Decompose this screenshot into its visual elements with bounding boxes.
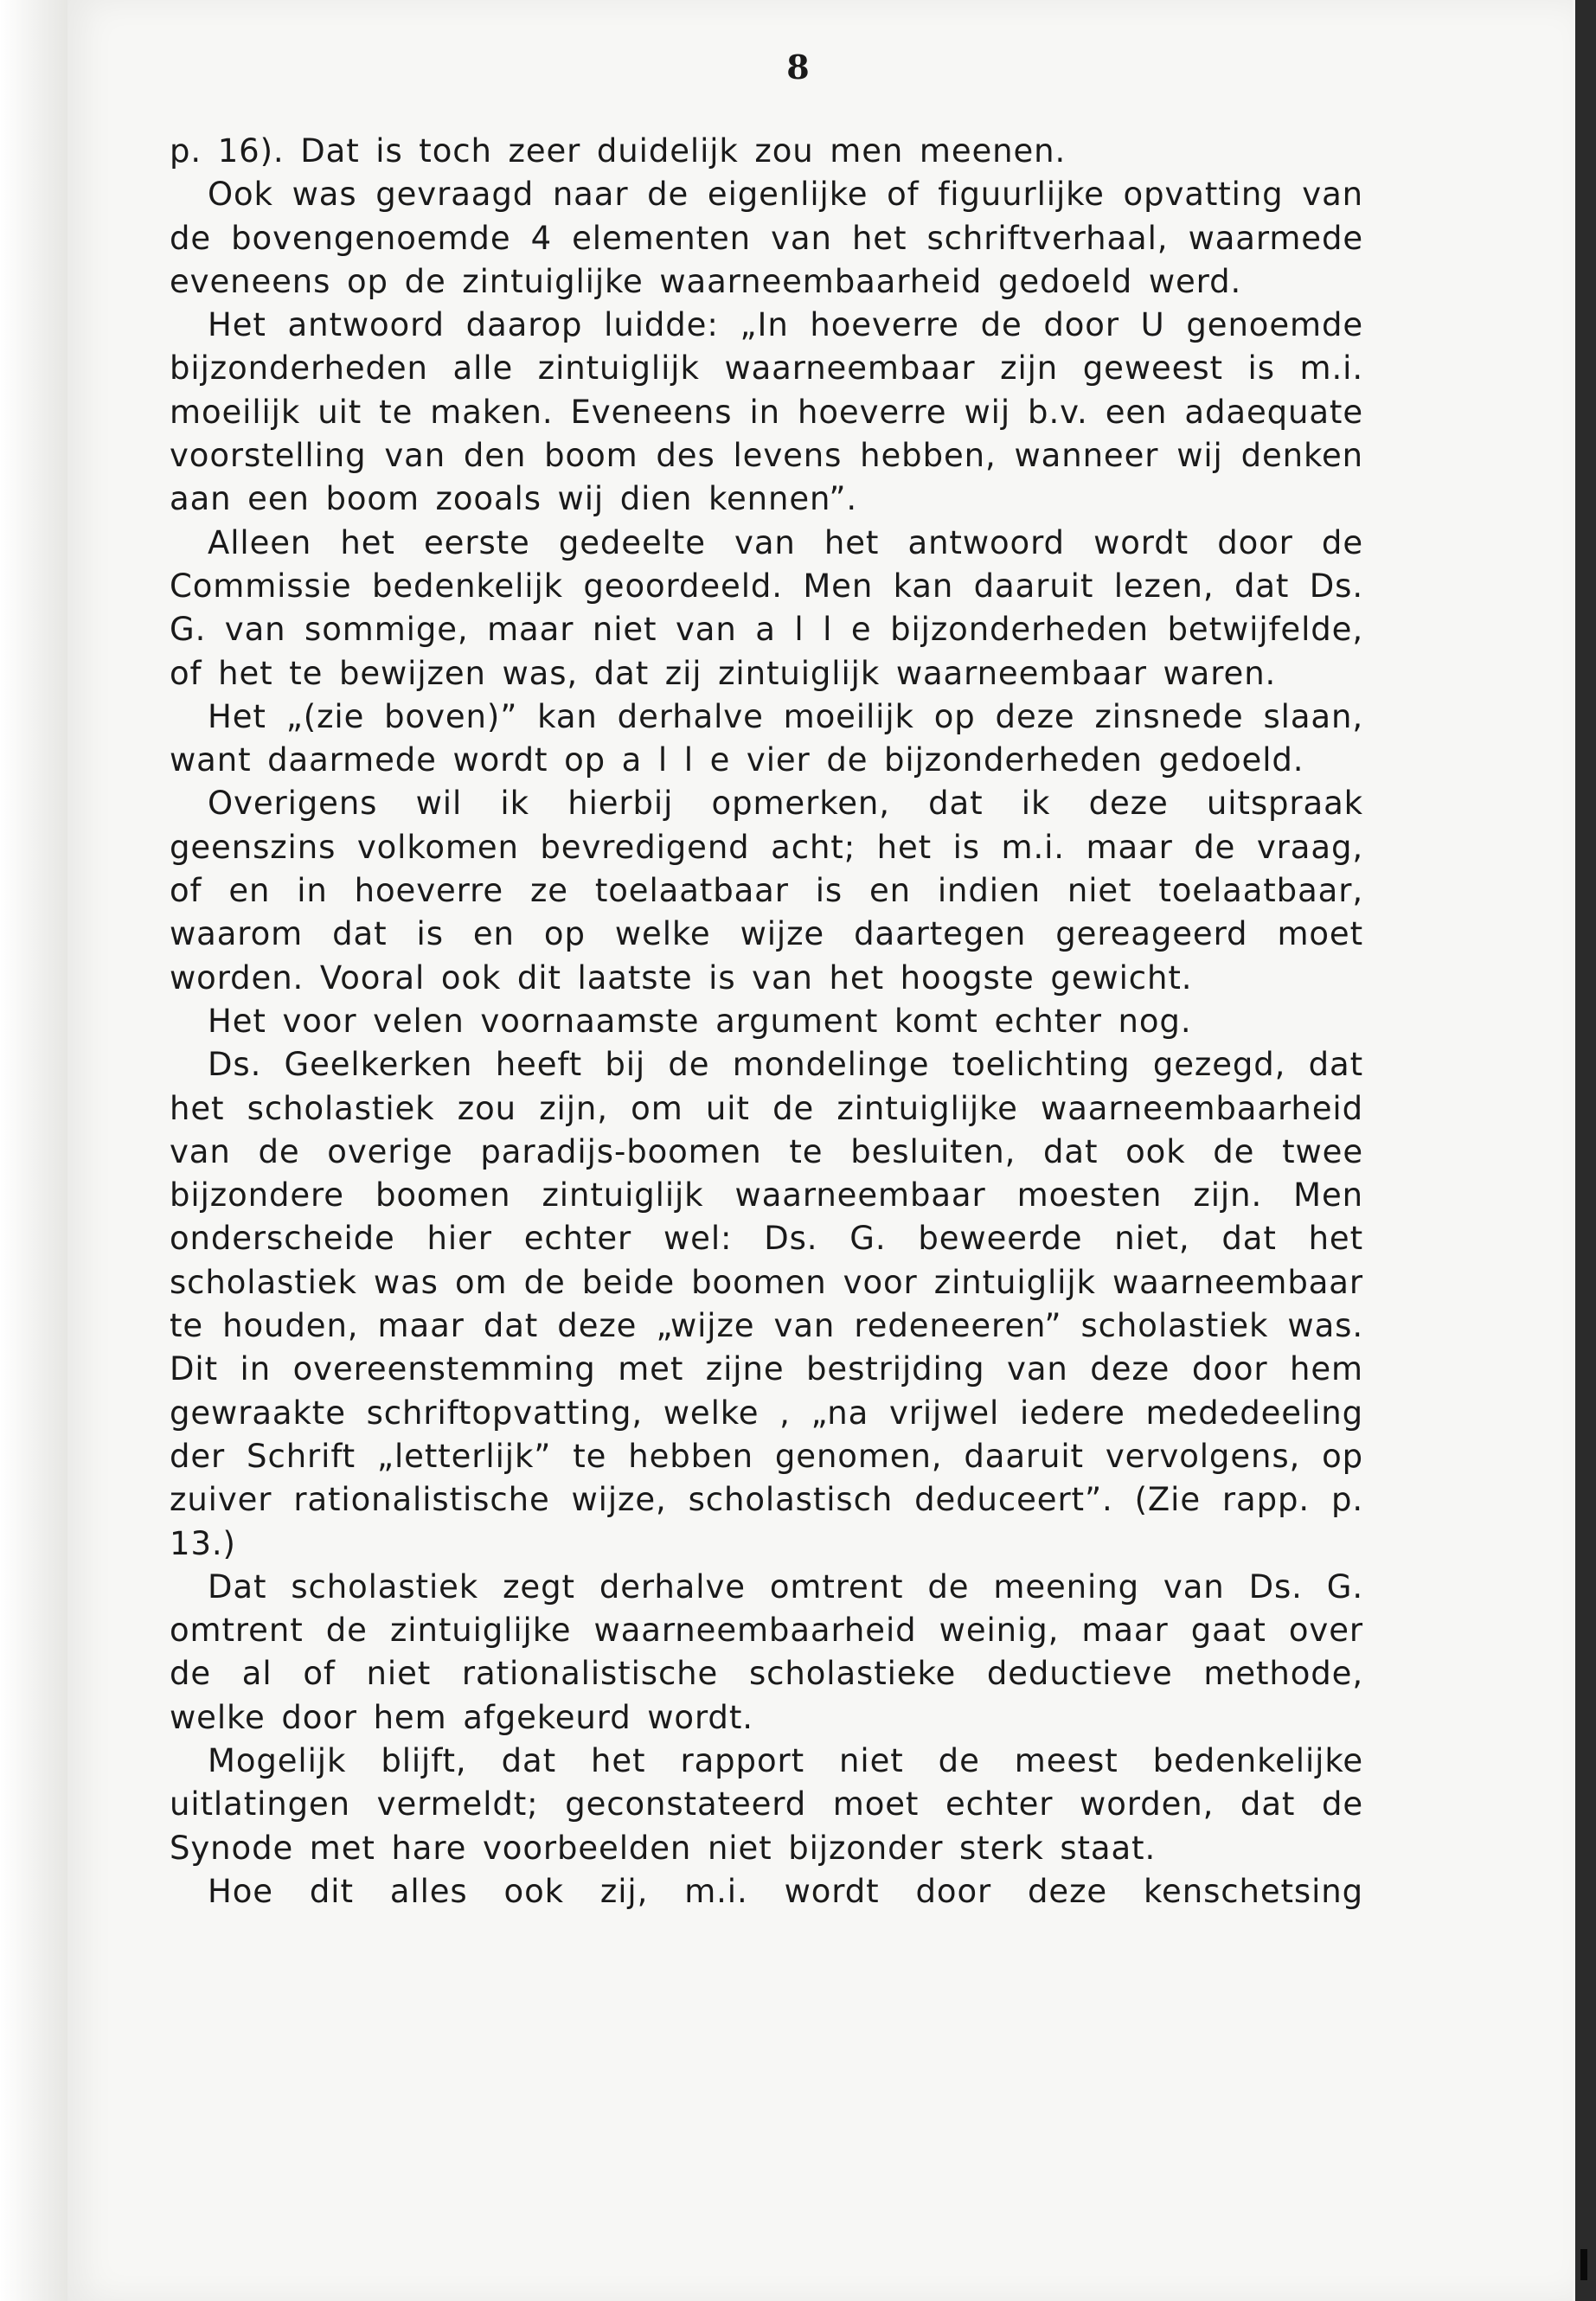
paragraph-11: Hoe dit alles ook zij, m.i. wordt door deze kenschetsing: [208, 1872, 1363, 1910]
paragraph-3: Het antwoord daarop luidde: „In hoeverre de door U genoemde bijzonderheden alle zintuiglijk waarneembaar zijn geweest is m.i. moeilijk uit te maken. Eveneens in hoeverre wij b.v. een adaequate voorstelling van den boom des levens hebben, wanneer wij denken aan een boom zooals wij dien kennen”.: [170, 306, 1363, 518]
body-text: [170, 130, 1363, 1913]
paragraph-6: Overigens wil ik hierbij opmerken, dat ik deze uitspraak geenszins volkomen bevredigend acht; het is m.i. maar de vraag, of en in hoeverre ze toelaatbaar is en indien niet toelaatbaar, waarom dat is en op welke wijze daartegen gereageerd moet worden. Vooral ook dit laatste is van het hoogste gewicht.: [170, 785, 1363, 997]
scan-edge: [1575, 0, 1596, 2301]
paragraph-5: Het „(zie boven)” kan derhalve moeilijk op deze zinsnede slaan, want daarmede wordt op a l l e vier de bijzonderheden gedoeld.: [170, 697, 1363, 779]
paragraph-10: Mogelijk blijft, dat het rapport niet de meest bedenkelijke uitlatingen vermeldt; geconstateerd moet echter worden, dat de Synode met hare voorbeelden niet bijzonder sterk staat.: [170, 1741, 1363, 1867]
paragraph-7: Het voor velen voornaamste argument komt echter nog.: [208, 1002, 1192, 1040]
paragraph-9: Dat scholastiek zegt derhalve omtrent de meening van Ds. G. omtrent de zintuiglijke waarneembaarheid weinig, maar gaat over de al of niet rationalistische scholastieke deductieve methode, welke door hem afgekeurd wordt.: [170, 1567, 1363, 1736]
paragraph-2: Ook was gevraagd naar de eigenlijke of figuurlijke opvatting van de bovengenoemde 4 elementen van het schriftverhaal, waarmede eveneens op de zintuiglijke waarneembaarheid gedoeld werd.: [170, 176, 1363, 300]
scan-edge-mark: [1580, 2249, 1587, 2280]
paragraph-4: Alleen het eerste gedeelte van het antwoord wordt door de Commissie bedenkelijk geoordeeld. Men kan daaruit lezen, dat Ds. G. van sommige, maar niet van a l l e bijzonderheden betwijfelde, of het te bewijzen was, dat zij zintuiglijk waarneembaar waren.: [170, 523, 1363, 692]
page-number: 8: [786, 48, 810, 87]
paragraph-1: p. 16). Dat is toch zeer duidelijk zou men meenen.: [170, 132, 1067, 170]
page-gutter: [0, 0, 67, 2301]
paragraph-8: Ds. Geelkerken heeft bij de mondelinge toelichting gezegd, dat het scholastiek zou zijn, om uit de zintuiglijke waarneembaarheid van de overige paradijs-boomen te besluiten, dat ook de twee bijzondere boomen zintuiglijk waarneembaar moesten zijn. Men onderscheide hier echter wel: Ds. G. beweerde niet, dat het scholastiek was om de beide boomen voor zintuiglijk waarneembaar te houden, maar dat deze „wijze van redeneeren” scholastiek was. Dit in overeenstemming met zijne bestrijding van deze door hem gewraakte schriftopvatting, welke , „na vrijwel iedere mededeeling der Schrift „letterlijk” te hebben genomen, daaruit vervolgens, op zuiver rationalistische wijze, scholastisch deduceert”. (Zie rapp. p. 13.): [170, 1046, 1363, 1562]
